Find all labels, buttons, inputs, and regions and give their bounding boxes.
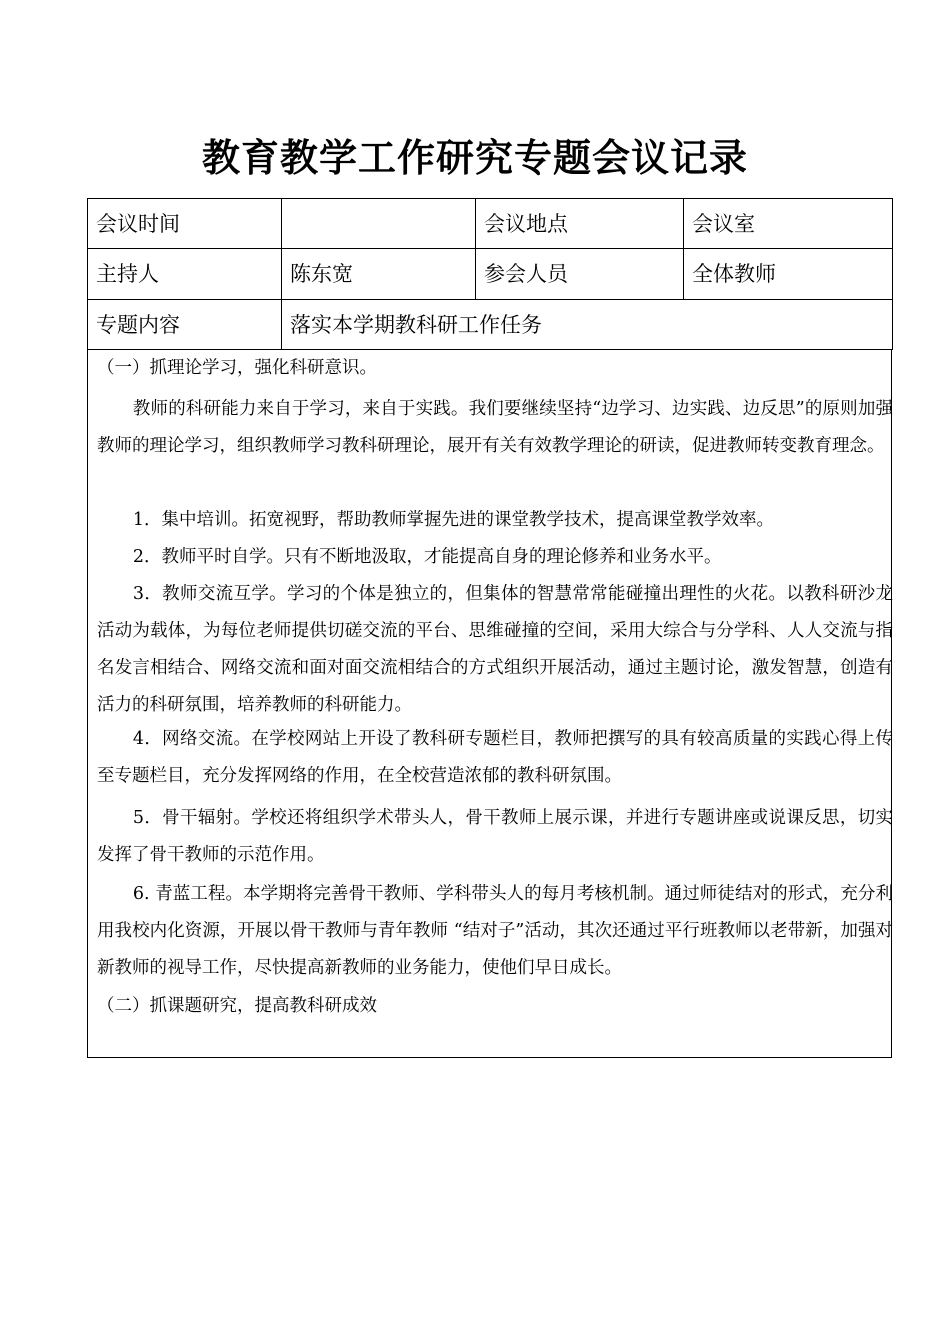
host-value: 陈东宽 xyxy=(282,249,476,300)
document-title: 教育教学工作研究专题会议记录 xyxy=(201,135,748,180)
table-row xyxy=(88,300,893,350)
attendees-label: 参会人员 xyxy=(476,249,684,300)
meeting-info-table xyxy=(87,198,893,350)
item-5: 5．骨干辐射。学校还将组织学术带头人，骨干教师上展示课，并进行专题讲座或说课反思，切实发挥了骨干教师的示范作用。 xyxy=(97,808,893,865)
topic-value: 落实本学期教科研工作任务 xyxy=(282,300,893,350)
attendees-value: 全体教师 xyxy=(684,249,893,300)
meeting-place-label: 会议地点 xyxy=(476,199,684,249)
item-4: 4．网络交流。在学校网站上开设了教科研专题栏目，教师把撰写的具有较高质量的实践心得上传至专题栏目，充分发挥网络的作用，在全校营造浓郁的教科研氛围。 xyxy=(97,729,893,786)
host-label: 主持人 xyxy=(88,249,282,300)
meeting-place-value: 会议室 xyxy=(684,199,893,249)
meeting-time-value xyxy=(282,199,476,249)
section-heading-1: （一）抓理论学习，强化科研意识。 xyxy=(97,358,377,378)
meeting-time-label: 会议时间 xyxy=(88,199,282,249)
item-1: 1．集中培训。拓宽视野，帮助教师掌握先进的课堂教学技术，提高课堂教学效率。 xyxy=(132,510,775,530)
item-6: 6. 青蓝工程。本学期将完善骨干教师、学科带头人的每月考核机制。通过师徒结对的形式，充分利用我校内化资源，开展以骨干教师与青年教师 “结对子”活动，其次还通过平行班教师以老带新，加强对新教师的视导工作，尽快提高新教师的业务能力，使他们早日成长。 xyxy=(97,884,893,978)
item-3: 3．教师交流互学。学习的个体是独立的，但集体的智慧常常能碰撞出理性的火花。以教科研沙龙活动为载体，为每位老师提供切磋交流的平台、思维碰撞的空间，采用大综合与分学科、人人交流与指名发言相结合、网络交流和面对面交流相结合的方式组织开展活动，通过主题讨论，激发智慧，创造有活力的科研氛围，培养教师的科研能力。 xyxy=(97,584,893,715)
table-row xyxy=(88,199,893,249)
item-2: 2．教师平时自学。只有不断地汲取，才能提高自身的理论修养和业务水平。 xyxy=(132,547,722,567)
meeting-content-box xyxy=(87,350,892,1058)
intro-paragraph: 教师的科研能力来自于学习，来自于实践。我们要继续坚持“边学习、边实践、边反思”的原则加强教师的理论学习，组织教师学习教科研理论，展开有关有效教学理论的研读，促进教师转变教育理念。 xyxy=(97,399,893,456)
topic-label: 专题内容 xyxy=(88,300,282,350)
table-row xyxy=(88,249,893,300)
section-heading-2: （二）抓课题研究，提高教科研成效 xyxy=(97,996,377,1016)
